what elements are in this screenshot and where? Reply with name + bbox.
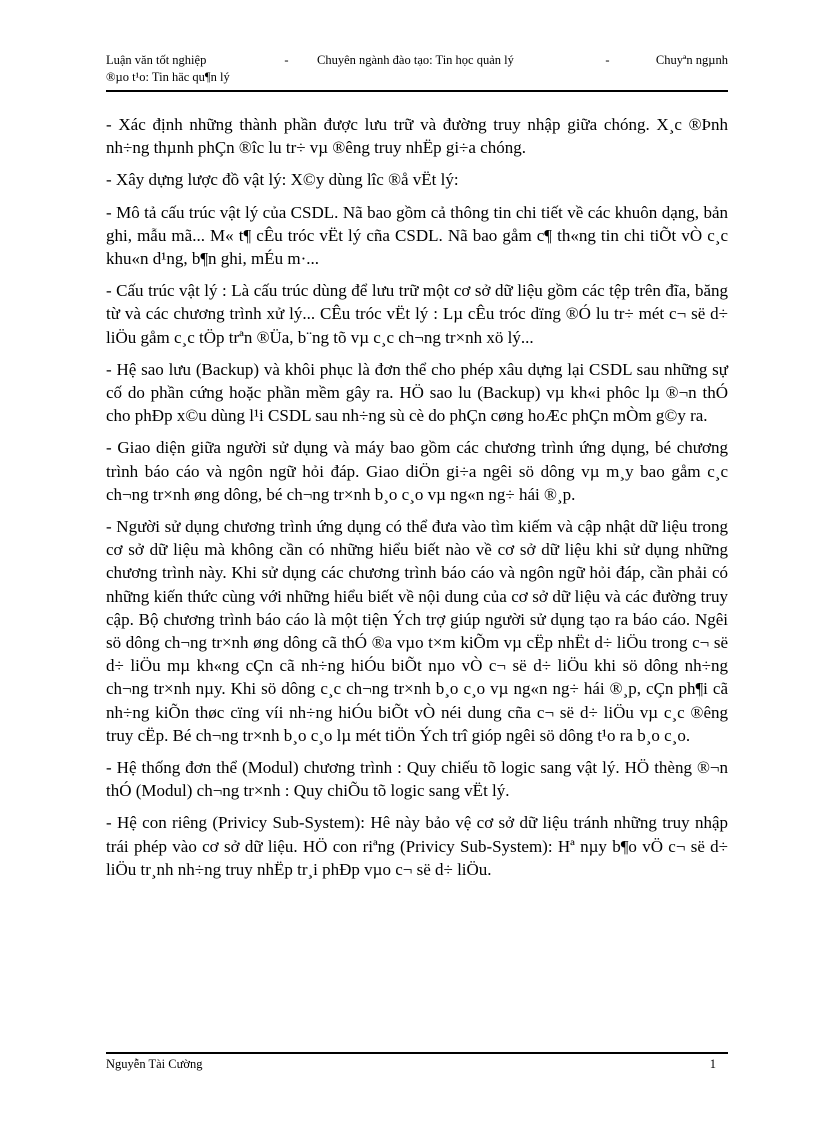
paragraph: - Người sử dụng chương trình ứng dụng có thể đưa vào tìm kiếm và cập nhật dữ liệu trong cơ sở dữ liệu mà không cần có những hiểu biết nào về cơ sở dữ liệu khi sử dụng những chương trình này. Khi sử dụng các chương trình báo cáo và ngôn ngữ hỏi đáp, cần phải có những kiến thức cùng với những hiểu biết về nội dung của cơ sở dữ liệu và các đường truy cập. Bộ chương trình báo cáo là một tiện Ých trợ giúp người sử dụng tạo ra báo cáo. Ngêi sö dông ch¬ng tr×nh øng dông cã thÓ ®a vµo t×m kiÕm vµ cËp nhËt d÷ liÖu trong c¬ së d÷ liÖu mµ kh«ng cÇn cã nh÷ng hiÓu biÕt nµo vÒ c¬ së d÷ liÖu khi sö dông nh÷ng ch¬ng tr×nh nµy. Khi sö dông c¸c ch¬ng tr×nh b¸o c¸o vµ ng«n ng÷ hái ®¸p, cÇn ph¶i cã nh÷ng kiÕn thøc cïng víi nh÷ng hiÓu biÕt vÒ néi dung cña c¬ së d÷ liÖu vµ c¸c ®êng truy cËp. Bé ch¬ng tr×nh b¸o c¸o lµ mét tiÖn Ých trî gióp ngêi sö dông t¹o ra b¸o c¸o. (106, 517, 728, 745)
header-separator: - (284, 53, 289, 67)
paragraph: - Hệ sao lưu (Backup) và khôi phục là đơn thể cho phép xâu dựng lại CSDL sau những sự cố do phần cứng hoặc phần mềm gây ra. HÖ sao lu (Backup) vµ kh«i phôc lµ ®¬n thÓ cho phÐp x©u dùng l¹i CSDL sau nh÷ng sù cè do phÇn cøng hoÆc phÇn mÒm g©y ra. (106, 359, 728, 426)
footer-author: Nguyễn Tài Cường (106, 1057, 203, 1071)
page-number: 1 (709, 1057, 716, 1071)
paragraph: - Hệ thống đơn thể (Modul) chương trình : Quy chiếu tõ logic sang vật lý. HÖ thèng ®¬n thÓ (Modul) ch¬ng tr×nh : Quy chiÕu tõ logic sang vËt lý. (106, 758, 728, 801)
page-footer (106, 1057, 728, 1072)
header-major-garbled-line2: ®µo t¹o: Tin häc qu¶n lý (106, 70, 230, 84)
paragraph: - Giao diện giữa người sử dụng và máy bao gồm các chương trình ứng dụng, bé chương trình báo cáo và ngôn ngữ hỏi đáp. Giao diÖn gi÷a ngêi sö dông vµ m¸y bao gåm c¸c ch¬ng tr×nh øng dông, bé ch¬ng tr×nh b¸o c¸o vµ ng«n ng÷ hái ®¸p. (106, 438, 728, 504)
header-separator: - (605, 53, 610, 67)
header-major-garbled: Chuyªn ngµnh (655, 53, 728, 67)
footer-divider (106, 1052, 728, 1054)
paragraph: - Mô tả cấu trúc vật lý của CSDL. Nã bao gồm cả thông tin chi tiết về các khuôn dạng, bản ghi, mẫu mã... M« t¶ cÊu tróc vËt lý cña CSDL. Nã bao gåm c¶ th«ng tin chi tiÕt vÒ c¸c khu«n d¹ng, b¶n ghi, mÉu m·... (106, 202, 728, 269)
paragraph: - Hệ con riêng (Privicy Sub-System): Hê này bảo vệ cơ sở dữ liệu tránh những truy nhập trái phép vào cơ sở dữ liệu. HÖ con riªng (Privicy Sub-System): Hª nµy b¶o vÖ c¬ së d÷ liÖu tr¸nh nh÷ng truy nhËp tr¸i phÐp vµo c¬ së d÷ liÖu. (106, 813, 728, 879)
header-thesis-label: Luận văn tốt nghiệp (106, 53, 207, 67)
paragraph: - Xây dựng lược đồ vật lý: X©y dùng lîc ®å vËt lý: (106, 170, 459, 190)
header-row (106, 53, 728, 68)
page-header (106, 53, 728, 85)
paragraph: - Xác định những thành phần được lưu trữ và đường truy nhập giữa chóng. X¸c ®Þnh nh÷ng thµnh phÇn ®îc lu tr÷ vµ ®êng truy nhËp gi÷a chóng. (106, 115, 728, 158)
header-major: Chuyên ngành đào tạo: Tin học quản lý (317, 53, 514, 67)
header-divider (106, 90, 728, 92)
document-body (106, 113, 728, 890)
paragraph: - Cấu trúc vật lý : Là cấu trúc dùng để lưu trữ một cơ sở dữ liệu gồm các tệp trên đĩa, băng từ và các chương trình xử lý... CÊu tróc vËt lý : Lµ cÊu tróc dïng ®Ó lu tr÷ mét c¬ së d÷ liÖu gåm c¸c tÖp trªn ®Üa, b¨ng tõ vµ c¸c ch¬ng tr×nh xö lý... (106, 281, 728, 347)
